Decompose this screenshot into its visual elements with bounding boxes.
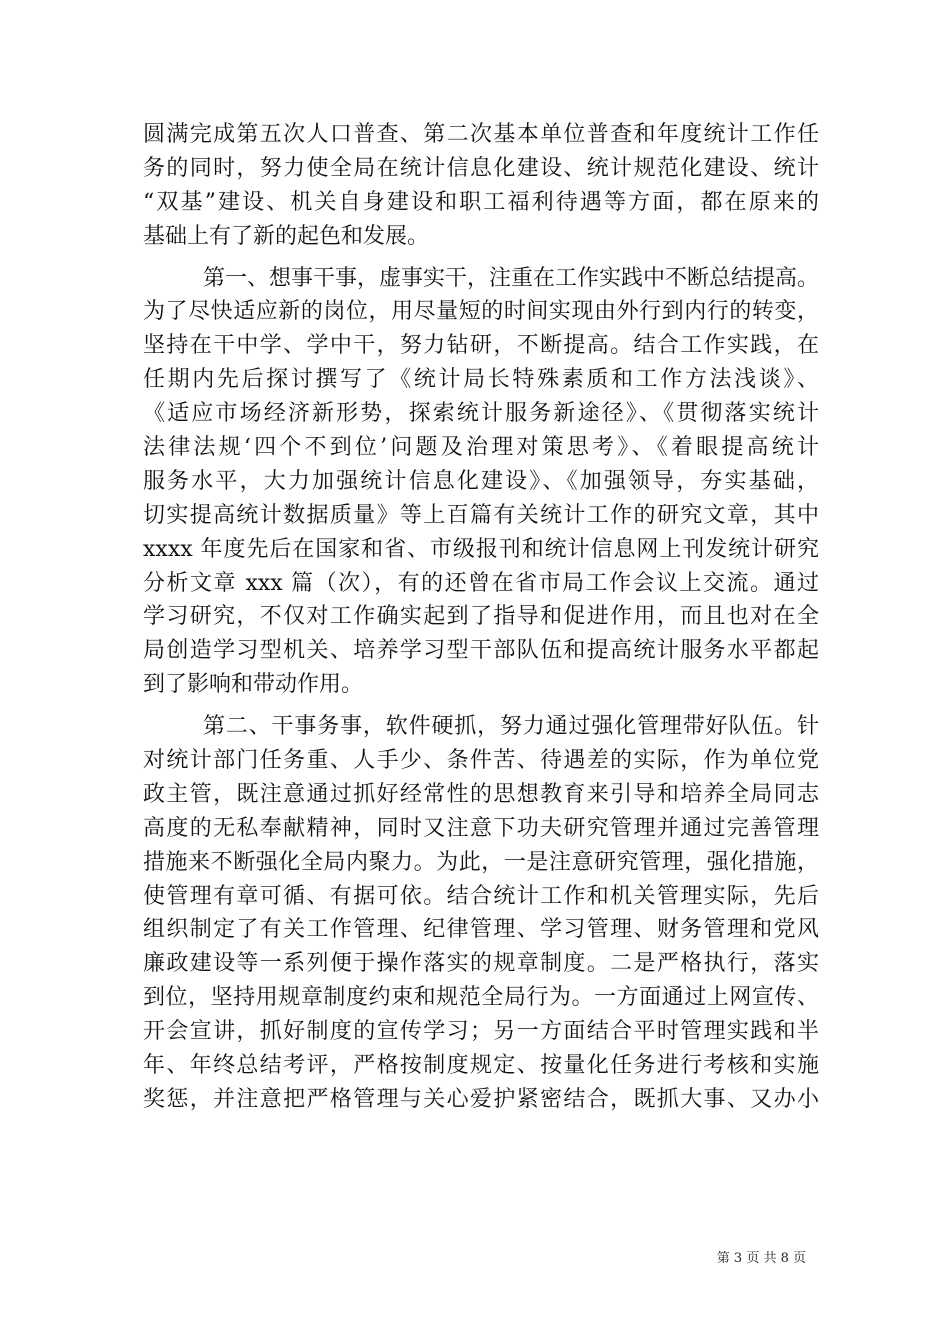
- text-line: 到位，坚持用规章制度约束和规范全局行为。一方面通过上网宣传、: [143, 985, 819, 1011]
- text-line: 奖惩，并注意把严格管理与关心爱护紧密结合，既抓大事、又办小: [143, 1086, 819, 1112]
- text-line: 组织制定了有关工作管理、纪律管理、学习管理、财务管理和党风: [143, 917, 819, 943]
- text-line: 第一、想事干事，虚事实干，注重在工作实践中不断总结提高。: [203, 265, 819, 291]
- text-line: 高度的无私奉献精神，同时又注意下功夫研究管理并通过完善管理: [143, 815, 819, 841]
- text-line: 开会宣讲，抓好制度的宣传学习；另一方面结合平时管理实践和半: [143, 1019, 819, 1045]
- text-line: 措施来不断强化全局内聚力。为此，一是注意研究管理，强化措施，: [143, 849, 819, 875]
- text-line: “双基”建设、机关自身建设和职工福利待遇等方面，都在原来的: [143, 189, 819, 215]
- paragraph-gap: [143, 702, 819, 710]
- text-line: 使管理有章可循、有据可依。结合统计工作和机关管理实际，先后: [143, 883, 819, 909]
- text-line: 服务水平，大力加强统计信息化建设》、《加强领导，夯实基础，: [143, 468, 819, 494]
- text-line: 法律法规‘四个不到位’问题及治理对策思考》、《着眼提高统计: [143, 435, 819, 461]
- text-line: 圆满完成第五次人口普查、第二次基本单位普查和年度统计工作任: [143, 122, 819, 147]
- text-line: xxxx 年度先后在国家和省、市级报刊和统计信息网上刊发统计研究: [143, 536, 819, 562]
- text-line: 坚持在干中学、学中干，努力钻研，不断提高。结合工作实践，在: [143, 333, 819, 359]
- page-number: 第 3 页 共 8 页: [716, 1251, 806, 1266]
- text-line: 到了影响和带动作用。: [143, 672, 364, 698]
- text-line: 为了尽快适应新的岗位，用尽量短的时间实现由外行到内行的转变，: [143, 299, 819, 325]
- body-text: [143, 118, 819, 1117]
- text-line: 务的同时，努力使全局在统计信息化建设、统计规范化建设、统计: [143, 155, 819, 181]
- text-line: 政主管，既注意通过抓好经常性的思想教育来引导和培养全局同志: [143, 781, 819, 807]
- paragraph-gap: [143, 254, 819, 262]
- text-line: 切实提高统计数据质量》等上百篇有关统计工作的研究文章，其中: [143, 502, 819, 528]
- text-line: 基础上有了新的起色和发展。: [143, 223, 430, 249]
- text-line: 廉政建设等一系列便于操作落实的规章制度。二是严格执行，落实: [143, 951, 819, 977]
- paragraph: [143, 118, 819, 254]
- text-line: 分析文章 xxx 篇（次），有的还曾在省市局工作会议上交流。通过: [143, 570, 819, 596]
- text-line: 学习研究，不仅对工作确实起到了指导和促进作用，而且也对在全: [143, 604, 819, 630]
- text-line: 年、年终总结考评，严格按制度规定、按量化任务进行考核和实施: [143, 1053, 819, 1079]
- text-line: 第二、干事务事，软件硬抓，努力通过强化管理带好队伍。针: [203, 714, 819, 740]
- text-line: 局创造学习型机关、培养学习型干部队伍和提高统计服务水平都起: [143, 638, 819, 664]
- text-line: 对统计部门任务重、人手少、条件苦、待遇差的实际，作为单位党: [143, 748, 819, 774]
- paragraph: [143, 262, 819, 703]
- text-line: 《适应市场经济新形势，探索统计服务新途径》、《贯彻落实统计: [143, 401, 819, 427]
- text-line: 任期内先后探讨撰写了《统计局长特殊素质和工作方法浅谈》、: [143, 367, 819, 393]
- paragraph: [143, 710, 819, 1117]
